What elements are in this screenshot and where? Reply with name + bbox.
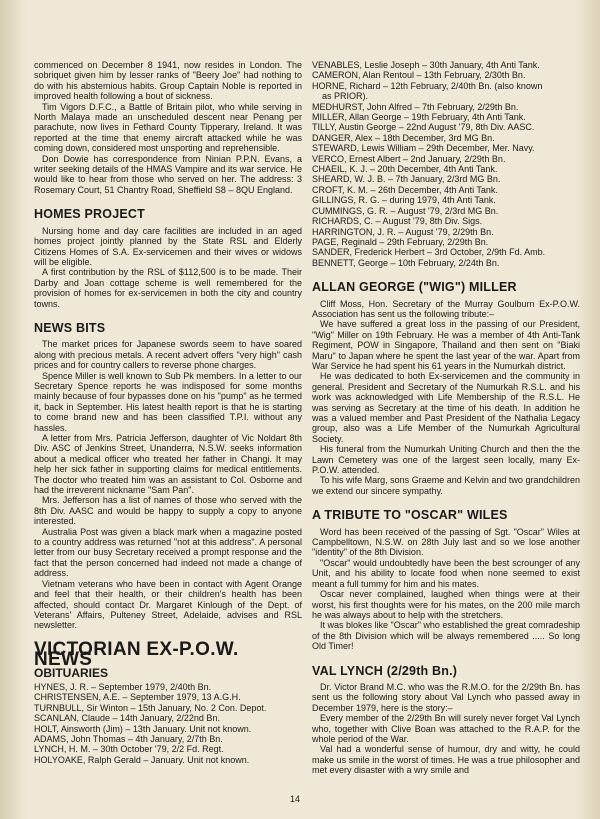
paragraph: Val had a wonderful sense of humour, dry and witty, he could make us smile in the worst of times. He was a true philosopher and met every disaster with a wry smile and [312, 744, 580, 776]
paragraph: Nursing home and day care facilities are included in an aged homes project jointly planned by the State RSL and Elderly Citizens Homes of S.A. Ex-servicemen and their wives or widows will be eligible. [34, 225, 302, 267]
list-item: HORNE, Richard – 12th February, 2/40th Bn. (also known [312, 80, 543, 91]
paragraph: Dr. Victor Brand M.C. who was the R.M.O. for the 2/29th Bn. has sent us the following story about Val Lynch who passed away in December 1979, here is the story:– [312, 681, 580, 713]
paragraph: Australia Post was given a black mark when a magazine posted to a country address was returned "not at this address". A personal letter from our busy Secretary received a prompt response and the fact that the person concerned had indeed not made a change of address. [34, 526, 302, 579]
paragraph: Every member of the 2/29th Bn will surely never forget Val Lynch who, together with Clive Boan was attached to the R.A.P. for the whole period of the War. [312, 713, 580, 744]
list-item: MILLER, Allan George – 19th February, 4th Anti Tank. [312, 112, 526, 123]
page-number: 14 [290, 794, 301, 804]
list-item: as PRIOR). [322, 91, 369, 102]
list-item: VERCO, Ernest Albert – 2nd January, 2/29th Bn. [312, 153, 506, 164]
list-item: CHAEIL, K. J. – 20th December, 4th Anti Tank. [312, 164, 498, 175]
news-bits-heading: NEWS BITS [34, 320, 106, 335]
list-item: DANGER, Alex – 18th December, 3rd MG Bn. [312, 132, 495, 143]
list-item: GILLINGS, R. G. – during 1979, 4th Anti Tank. [312, 195, 496, 206]
list-item: RICHARDS, C. – August '79, 8th Div. Sigs. [312, 216, 483, 227]
obituary-list-continued [312, 60, 580, 268]
wiles-tribute-heading: A TRIBUTE TO "OSCAR" WILES [312, 508, 508, 523]
paragraph: His funeral from the Numurkah Uniting Church and then the the Lawn Cemetery was one of the largest seen locally, many Ex-P.O.W. attended. [312, 444, 580, 476]
list-item: PAGE, Reginald – 29th February, 2/29th Bn. [312, 236, 489, 247]
paragraph: Word has been received of the passing of Sgt. "Oscar" Wiles at Campbelltown, N.S.W. on 28th July last and so we lose another "identity" of the 8th Division. [312, 526, 580, 558]
paragraph: We have suffered a great loss in the passing of our President, "Wig" Miller on 19th February. He was a member of 4th Anti-Tank Regiment, POW in Singapore, Thailand and then sent on "Biaki Maru" to Japan where he spent the last year of the war. Apart from War Service he had spent his 61 years in the Numurkah district. [312, 319, 580, 371]
list-item: SHEARD, W. J. B. – 7th January, 2/3rd MG Bn. [312, 174, 501, 185]
paragraph: The market prices for Japanese swords seem to have soared along with precious metals. A recent advert offers "very high" cash prices and for country callers to reverse phone charges. [34, 339, 302, 371]
list-item: TILLY, Austin George – 22nd August '79, 8th Div. AASC. [312, 122, 535, 133]
intro-section [34, 60, 302, 195]
miller-tribute-heading: ALLAN GEORGE ("WIG") MILLER [312, 280, 517, 295]
list-item: TURNBULL, Sir Winton – 15th January, No. 2 Con. Depot. [34, 702, 267, 713]
paragraph: Vietnam veterans who have been in contact with Agent Orange and feel that their health, or their children's health has been affected, should contact Dr. Margaret Kinlough of the Dept. of Veterans' Affairs, Pulteney Street, Adelaide, advises and RSL newsletter. [34, 578, 302, 631]
list-item: CAMERON, Alan Rentoul – 13th February, 2/30th Bn. [312, 70, 526, 81]
list-item: ADAMS, John Thomas – 4th January, 2/7th Bn. [34, 733, 223, 744]
paragraph: Spence Miller is well known to Sub Pk members. In a letter to our Secretary Spence reports he was indisposed for some months mainly because of four bypasses done on his "pump" as he termed it, back in September. His latest health report is that he is starting to come brand new and has been classified T.P.I. without any hassles. [34, 370, 302, 433]
paragraph: He was dedicated to both Ex-servicemen and the community in general. President and Secretary of the Numurkah R.S.L. and his work was acknowledged with Life Membership of the R.S.L. He was serving as Secretary at the time of his death. In addition he was a valued member and Past President of the Nathalia Legacy group, also was a Life Member of the Numurkah Agricultural Society. [312, 371, 580, 444]
list-item: HARRINGTON, J. R. – August '79, 2/29th Bn. [312, 226, 494, 237]
paragraph: Don Dowie has correspondence from Ninian P.P.N. Evans, a writer seeking details of the HMAS Vampire and its war service. He would like to hear from those who served on her. The address: 3 Rosemary Court, 51 Chantry Road, Sheffield S8 – 8QU England. [34, 153, 302, 195]
paragraph: "Oscar" would undoubtedly have been the best scrounger of any Unit, and his ability to locate food when none seemed to exist meant a full tummy for him and his mates. [312, 557, 580, 589]
right-column [312, 60, 580, 776]
homes-project-heading: HOMES PROJECT [34, 207, 145, 222]
obituary-list [34, 682, 302, 765]
list-item: BENNETT, George – 10th February, 2/24th Bn. [312, 257, 500, 268]
list-item: CHRISTENSEN, A.E. – September 1979, 13 A.G.H. [34, 692, 241, 703]
list-item: STEWARD, Lewis William – 29th December, Mer. Navy. [312, 143, 535, 154]
lynch-tribute-heading: VAL LYNCH (2/29th Bn.) [312, 663, 458, 678]
list-item: HYNES, J. R. – September 1979, 2/40th Bn. [34, 681, 212, 692]
paragraph: It was blokes like "Oscar" who established the great comradeship of the 8th Division which will be always remembered ..... So long Old Timer! [312, 620, 581, 652]
list-item: MEDHURST, John Alfred – 7th February, 2/29th Bn. [312, 101, 519, 112]
victorian-news-heading: VICTORIAN EX-P.O.W. NEWS [34, 638, 239, 671]
list-item: CUMMINGS, G. R. – August '79, 2/3rd MG Bn. [312, 205, 499, 216]
list-item: VENABLES, Leslie Joseph – 30th January, 4th Anti Tank. [312, 60, 540, 70]
paragraph: commenced on December 8 1941, now resides in London. The sobriquet given him by lesser ranks of "Beery Joe" had nothing to do with his abstemious habits. Group Captain Noble is reported in improved health following a bout of sickness. [34, 60, 302, 102]
list-item: HOLT, Ainsworth (Jim) – 13th January. Unit not known. [34, 723, 252, 734]
list-item: CROFT, K. M. – 26th December, 4th Anti Tank. [312, 184, 498, 195]
list-item: SCANLAN, Claude – 14th January, 2/22nd Bn. [34, 713, 220, 724]
paragraph: Tim Vigors D.F.C., a Battle of Britain pilot, who while serving in North Malaya made an unscheduled descent near Penang per parachute, now lives in Fethard County Tipperary, Ireland. It was reported at the time that enemy aircraft attacked while he was coming down, considered most unsporting and reprehensible. [34, 101, 302, 154]
list-item: LYNCH, H. M. – 30th October '79, 2/2 Fd. Regt. [34, 744, 224, 755]
obituaries-heading: OBITUARIES [34, 665, 109, 680]
paragraph: Cliff Moss, Hon. Secretary of the Murray Goulburn Ex-P.O.W. Association has sent us the following tribute:– [312, 298, 580, 319]
paragraph: Oscar never complained, laughed when things were at their worst, his first thoughts were for his mates, on the 200 mile march he was always about to help with the stretchers. [312, 589, 580, 620]
list-item: HOLYOAKE, Ralph Gerald – January. Unit not known. [34, 754, 250, 765]
paragraph: Mrs. Jefferson has a list of names of those who served with the 8th Div. AASC and would be happy to supply a copy to anyone interested. [34, 495, 302, 527]
paragraph: To his wife Marg, sons Graeme and Kelvin and two grandchildren we extend our sincere sympathy. [312, 475, 580, 496]
paragraph: A letter from Mrs. Patricia Jefferson, daughter of Vic Noldart 8th Div. ASC of Jenkins Street, Unanderra, N.S.W. seeks information about a medical officer who treated her father in Changi. It may help her sick father in supporting claims for medical entitlements. The doctor who treated him was an assistant to Col. Osborne and had the irreverent nickname "Sam Pan". [34, 433, 302, 496]
left-column [34, 60, 302, 765]
paragraph: A first contribution by the RSL of $112,500 is to be made. Their Darby and Joan cottage scheme is well remembered for the provision of homes for ex-servicemen in both the city and country towns. [34, 267, 302, 309]
list-item: SANDER, Frederick Herbert – 3rd October, 2/9th Fd. Amb. [312, 247, 546, 258]
